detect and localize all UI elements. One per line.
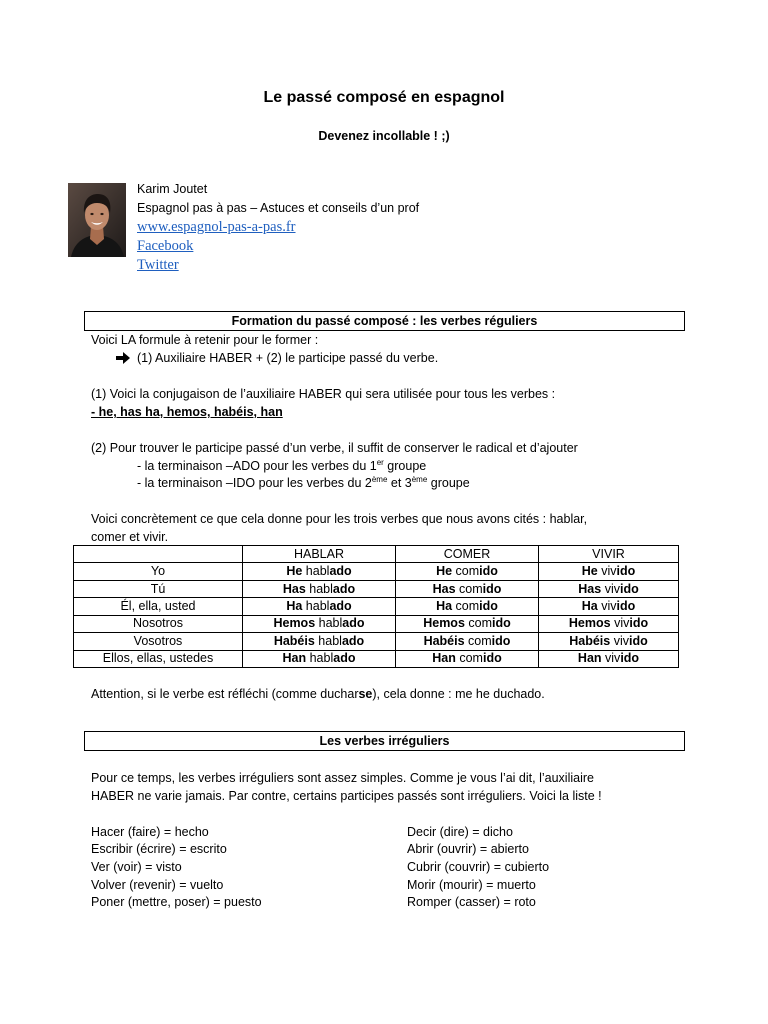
rule-ido — [137, 475, 470, 491]
auxiliary-form: Has — [282, 581, 306, 596]
comer-form-cell — [396, 615, 539, 632]
table-header-row — [74, 546, 679, 563]
list-item: Abrir (ouvrir) = abierto — [407, 842, 529, 856]
participle-ending: ido — [620, 651, 640, 666]
list-item: Romper (casser) = roto — [407, 895, 536, 909]
verb-stem: habl — [309, 651, 334, 666]
auxiliary-form: Habéis — [423, 633, 465, 648]
step1-text: (1) Voici la conjugaison de l’auxiliaire HABER qui sera utilisée pour tous les verbes : — [91, 387, 556, 401]
formula-intro: Voici LA formule à retenir pour le former : — [91, 333, 319, 347]
participle-ending: ido — [479, 598, 498, 613]
verb-stem: habl — [305, 598, 330, 613]
verb-stem: habl — [318, 616, 343, 631]
rule-ado-suffix: groupe — [383, 459, 427, 473]
list-item: Poner (mettre, poser) = puesto — [91, 895, 262, 909]
list-item: Escribir (écrire) = escrito — [91, 842, 227, 856]
verb-stem: com — [459, 581, 483, 596]
hablar-form-cell — [243, 633, 396, 650]
subject-pronoun-cell: Vosotros — [74, 633, 243, 650]
rule-ado-text: - la terminaison –ADO pour les verbes du 1 — [137, 459, 377, 473]
facebook-link[interactable]: Facebook — [137, 238, 194, 254]
participle-ending: ado — [329, 564, 352, 579]
list-item: Ver (voir) = visto — [91, 860, 182, 874]
table-row — [74, 633, 679, 650]
rule-ado — [137, 458, 426, 474]
irregular-paragraph-line-2: HABER ne varie jamais. Par contre, certains participes passés sont irréguliers. Voici la liste ! — [91, 789, 602, 803]
verb-stem: viv — [601, 598, 617, 613]
hablar-form-cell — [243, 650, 396, 667]
participle-ending: ido — [482, 651, 502, 666]
auxiliary-form: He — [581, 564, 598, 579]
table-row — [74, 615, 679, 632]
verb-stem: com — [468, 633, 492, 648]
subject-pronoun-cell: Él, ella, usted — [74, 598, 243, 615]
reflexive-note-text: Attention, si le verbe est réfléchi (comme duchar — [91, 687, 359, 701]
author-photo — [68, 183, 126, 257]
irregular-paragraph-line-1: Pour ce temps, les verbes irréguliers sont assez simples. Comme je vous l’ai dit, l’auxiliaire — [91, 771, 594, 785]
arrow-right-icon — [116, 352, 130, 364]
twitter-link[interactable]: Twitter — [137, 257, 179, 273]
formula-text: (1) Auxiliaire HABER + (2) le participe passé du verbe. — [137, 351, 439, 365]
vivir-form-cell — [539, 580, 679, 597]
participle-ending: ido — [491, 633, 511, 648]
auxiliary-form: Habéis — [273, 633, 315, 648]
website-link[interactable]: www.espagnol-pas-a-pas.fr — [137, 219, 296, 235]
header-comer: COMER — [396, 546, 539, 563]
hablar-form-cell — [243, 598, 396, 615]
verb-stem: com — [455, 598, 480, 613]
section-heading-irregular: Les verbes irréguliers — [84, 731, 685, 751]
auxiliary-form: Hemos — [273, 616, 316, 631]
table-row — [74, 598, 679, 615]
subject-pronoun-cell: Tú — [74, 580, 243, 597]
participle-ending: ido — [492, 616, 511, 631]
participle-ending: ido — [616, 598, 636, 613]
participle-ending: ido — [482, 581, 502, 596]
vivir-form-cell — [539, 615, 679, 632]
vivir-form-cell — [539, 598, 679, 615]
rule-ado-sup: er — [376, 457, 384, 467]
participle-ending: ado — [341, 633, 365, 648]
participle-ending: ido — [629, 633, 648, 648]
list-item: Decir (dire) = dicho — [407, 825, 513, 839]
verb-stem: viv — [614, 616, 630, 631]
list-item: Hacer (faire) = hecho — [91, 825, 209, 839]
author-name: Karim Joutet — [137, 182, 208, 196]
verb-stem: viv — [605, 651, 621, 666]
verb-stem: com — [455, 564, 480, 579]
verb-stem: habl — [309, 581, 333, 596]
comer-form-cell — [396, 580, 539, 597]
verb-stem: viv — [601, 564, 617, 579]
vivir-form-cell — [539, 633, 679, 650]
verb-stem: viv — [613, 633, 629, 648]
vivir-form-cell — [539, 650, 679, 667]
auxiliary-form: Hemos — [423, 616, 465, 631]
auxiliary-form: Han — [282, 651, 307, 666]
verb-stem: viv — [604, 581, 620, 596]
hablar-form-cell — [243, 615, 396, 632]
rule-ido-suffix: groupe — [427, 476, 470, 490]
page-subtitle: Devenez incollable ! ;) — [318, 129, 450, 143]
comer-form-cell — [396, 650, 539, 667]
page-title: Le passé composé en espagnol — [263, 89, 505, 106]
conjugation-table — [73, 545, 679, 668]
subject-pronoun-cell: Yo — [74, 563, 243, 580]
step2-text: (2) Pour trouver le participe passé d’un verbe, il suffit de conserver le radical et d’ajouter — [91, 441, 578, 455]
verb-stem: com — [468, 616, 493, 631]
participle-ending: ado — [342, 616, 365, 631]
subject-pronoun-cell: Nosotros — [74, 615, 243, 632]
subject-pronoun-cell: Ellos, ellas, ustedes — [74, 650, 243, 667]
reflexive-note-end: ), cela donne : me he duchado. — [372, 687, 545, 701]
hablar-form-cell — [243, 563, 396, 580]
rule-ido-sup-b: ème — [411, 474, 428, 484]
list-item: Morir (mourir) = muerto — [407, 878, 536, 892]
participle-ending: ado — [329, 598, 352, 613]
author-tagline: Espagnol pas à pas – Astuces et conseils d’un prof — [137, 201, 420, 215]
header-hablar: HABLAR — [243, 546, 396, 563]
author-portrait-icon — [68, 183, 126, 257]
section-heading-regular: Formation du passé composé : les verbes réguliers — [84, 311, 685, 331]
haber-forms: - he, has ha, hemos, habéis, han — [91, 405, 283, 419]
auxiliary-form: Hemos — [568, 616, 611, 631]
auxiliary-form: He — [286, 564, 303, 579]
example-intro-line-1: Voici concrètement ce que cela donne pour les trois verbes que nous avons cités : hablar, — [91, 512, 588, 526]
comer-form-cell — [396, 563, 539, 580]
participle-ending: ido — [479, 564, 498, 579]
auxiliary-form: He — [436, 564, 453, 579]
auxiliary-form: Habéis — [569, 633, 611, 648]
auxiliary-form: Han — [432, 651, 456, 666]
auxiliary-form: Ha — [286, 598, 303, 613]
comer-form-cell — [396, 633, 539, 650]
verb-stem: com — [459, 651, 483, 666]
auxiliary-form: Ha — [581, 598, 598, 613]
verb-stem: habl — [318, 633, 342, 648]
hablar-form-cell — [243, 580, 396, 597]
reflexive-note — [91, 686, 545, 702]
auxiliary-form: Ha — [436, 598, 453, 613]
rule-ido-sup-a: ème — [371, 474, 388, 484]
verb-stem: habl — [305, 564, 330, 579]
participle-ending: ido — [629, 616, 649, 631]
participle-ending: ido — [619, 581, 639, 596]
vivir-form-cell — [539, 563, 679, 580]
reflexive-suffix: se — [358, 687, 373, 701]
auxiliary-form: Has — [432, 581, 456, 596]
rule-ido-text: - la terminaison –IDO pour les verbes du 2 — [137, 476, 372, 490]
table-row — [74, 563, 679, 580]
table-row — [74, 580, 679, 597]
auxiliary-form: Has — [578, 581, 602, 596]
auxiliary-form: Han — [577, 651, 602, 666]
rule-ido-mid: et 3 — [387, 476, 412, 490]
participle-ending: ado — [333, 651, 356, 666]
list-item: Cubrir (couvrir) = cubierto — [407, 860, 550, 874]
participle-ending: ido — [616, 564, 636, 579]
table-row — [74, 650, 679, 667]
list-item: Volver (revenir) = vuelto — [91, 878, 224, 892]
comer-form-cell — [396, 598, 539, 615]
empty-header-cell — [74, 546, 243, 563]
header-vivir: VIVIR — [539, 546, 679, 563]
participle-ending: ado — [332, 581, 356, 596]
example-intro-line-2: comer et vivir. — [91, 530, 169, 544]
